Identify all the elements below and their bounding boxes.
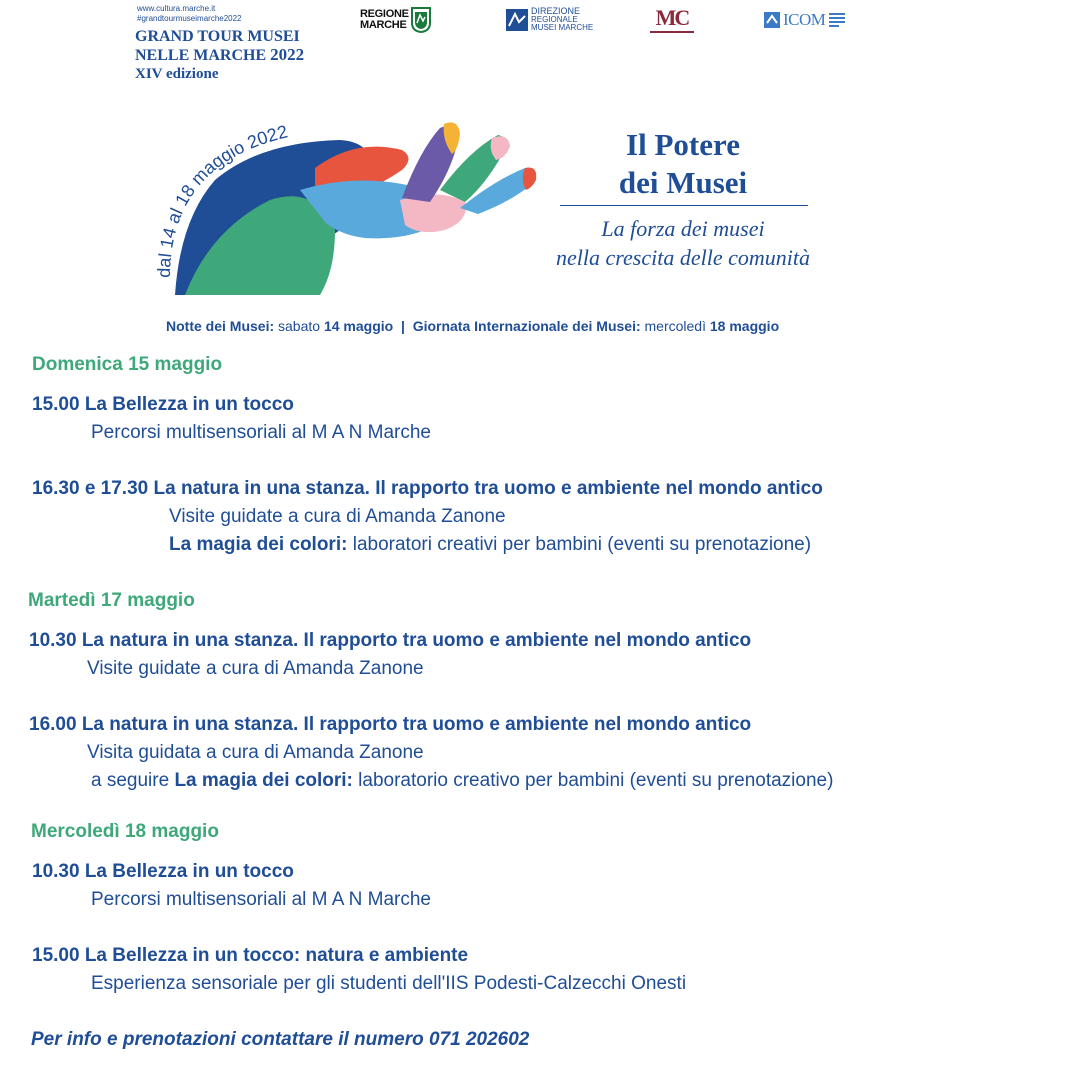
lab-prefix: a seguire <box>91 770 170 791</box>
direzione-logo-line2: REGIONALE <box>531 14 578 24</box>
giornata-date: 18 maggio <box>709 318 780 334</box>
day-heading-domenica: Domenica 15 maggio <box>32 354 223 375</box>
grand-tour-year: 2022 <box>270 45 305 64</box>
event-title: 10.30 La natura in una stanza. Il rapporto tra uomo e ambiente nel mondo antico <box>29 630 752 651</box>
notte-musei-bar <box>166 318 779 334</box>
event-description-lab <box>169 534 811 556</box>
hero-title-line1: Il Potere <box>626 127 740 162</box>
website-link[interactable]: www.cultura.marche.it <box>137 4 216 13</box>
icom-logo-icon <box>764 12 780 28</box>
event-title: 10.30 La Bellezza in un tocco <box>32 861 294 882</box>
hero-title <box>560 126 806 202</box>
event-title: 16.00 La natura in una stanza. Il rapporto tra uomo e ambiente nel mondo antico <box>29 714 752 735</box>
day-heading-martedi: Martedì 17 maggio <box>28 590 195 611</box>
giornata-day: mercoledì <box>644 318 706 334</box>
notte-day: sabato <box>278 318 321 334</box>
mc-logo-text: MC <box>655 5 689 30</box>
event-title: 15.00 La Bellezza in un tocco: natura e ambiente <box>32 945 469 966</box>
day-heading-mercoledi: Mercoledì 18 maggio <box>31 821 219 842</box>
regione-logo-line2: MARCHE <box>360 19 407 31</box>
direzione-logo-line3: MUSEI MARCHE <box>531 23 594 32</box>
notte-separator: | <box>400 318 405 334</box>
hero-subtitle-line2: nella crescita delle comunità <box>556 245 810 270</box>
event-description: Visita guidata a cura di Amanda Zanone <box>87 742 424 763</box>
direzione-musei-logo <box>505 7 593 33</box>
giornata-label: Giornata Internazionale dei Musei: <box>412 318 641 334</box>
direzione-logo-line1: DIREZIONE <box>531 6 581 16</box>
regione-logo-line1: REGIONE <box>360 8 409 20</box>
lab-description: laboratorio creativo per bambini (eventi su prenotazione) <box>358 770 834 791</box>
edition-label: XIV edizione <box>135 66 219 82</box>
hero-subtitle <box>520 214 846 272</box>
hand-illustration <box>140 110 560 310</box>
event-description: Esperienza sensoriale per gli studenti dell'IIS Podesti-Calzecchi Onesti <box>91 973 687 994</box>
grand-tour-title-line2 <box>135 45 304 65</box>
lab-title: La magia dei colori: <box>169 534 348 555</box>
lab-title: La magia dei colori: <box>174 770 353 791</box>
mc-logo <box>650 7 694 33</box>
regione-shield-icon <box>411 7 431 33</box>
event-description: Percorsi multisensoriali al M A N Marche <box>91 422 431 443</box>
event-description-lab <box>91 770 833 792</box>
hero-divider <box>560 205 808 206</box>
regione-marche-logo <box>360 7 431 33</box>
direzione-logo-icon <box>505 8 529 32</box>
hashtag: #grandtourmuseimarche2022 <box>137 14 242 23</box>
event-title: 16.30 e 17.30 La natura in una stanza. Il rapporto tra uomo e ambiente nel mondo antico <box>32 478 823 499</box>
hero-subtitle-line1: La forza dei musei <box>601 216 765 241</box>
icom-logo-text: ICOM <box>783 10 826 29</box>
notte-label: Notte dei Musei: <box>166 318 275 334</box>
event-description: Percorsi multisensoriali al M A N Marche <box>91 889 431 910</box>
event-title: 15.00 La Bellezza in un tocco <box>32 394 294 415</box>
event-description: Visite guidate a cura di Amanda Zanone <box>169 506 506 527</box>
grand-tour-title-text: NELLE MARCHE <box>135 47 267 64</box>
icom-logo <box>764 10 845 30</box>
lab-description: laboratori creativi per bambini (eventi su prenotazione) <box>352 534 812 555</box>
notte-date: 14 maggio <box>323 318 394 334</box>
grand-tour-title-line1: GRAND TOUR MUSEI <box>135 28 300 45</box>
contact-info: Per info e prenotazioni contattare il numero 071 202602 <box>31 1029 530 1050</box>
event-description: Visite guidate a cura di Amanda Zanone <box>87 658 424 679</box>
dates-arc-textpath: dal 14 al 18 maggio 2022 <box>153 121 290 279</box>
hero-title-line2: dei Musei <box>618 165 748 200</box>
